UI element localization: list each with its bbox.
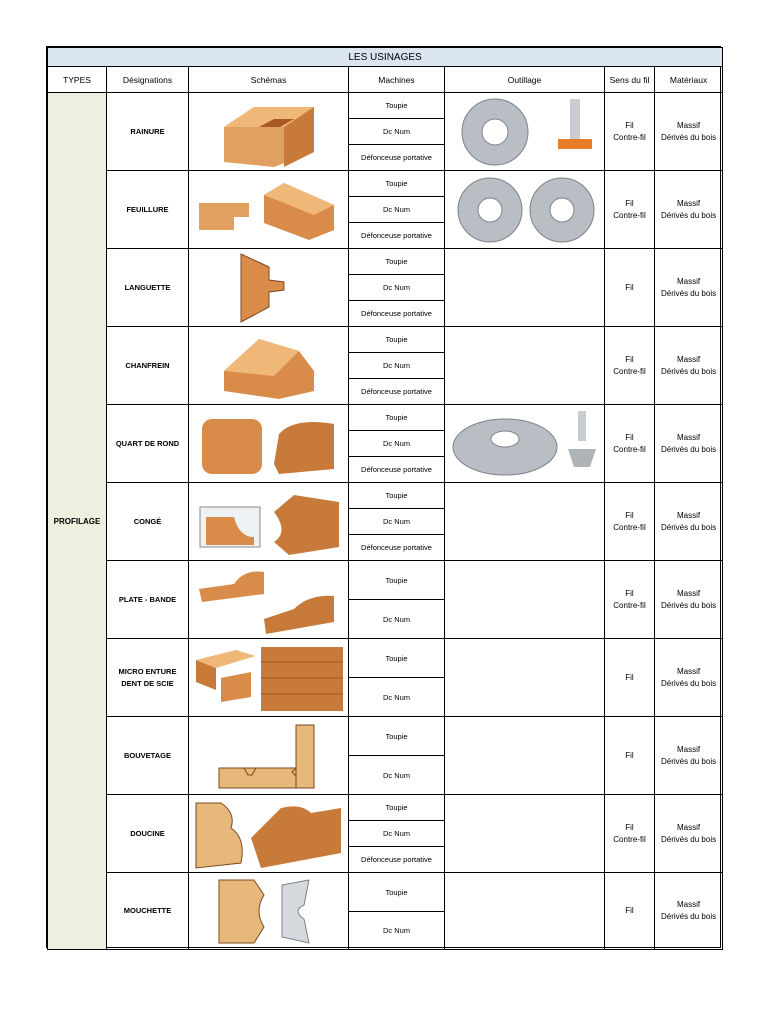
schema-plate-bande <box>189 561 349 639</box>
sens-fil: Fil <box>625 120 634 130</box>
bouvetage-wood-image <box>214 720 324 792</box>
sens-fil: Fil <box>625 354 634 364</box>
machine-dcnum: Dc Num <box>349 821 445 847</box>
sens-doucine <box>605 795 655 873</box>
machine-dcnum: Dc Num <box>349 275 445 301</box>
sens-fil: Fil <box>625 906 634 915</box>
schema-chanfrein <box>189 327 349 405</box>
materiau-derives: Dérivés du bois <box>660 288 717 298</box>
designation-micro-enture-line2: DENT DE SCIE <box>121 678 174 688</box>
feuillure-wood-image <box>194 175 344 245</box>
materiau-derives: Dérivés du bois <box>660 912 717 921</box>
sens-fil: Fil <box>625 282 634 292</box>
machine-toupie: Toupie <box>349 483 445 509</box>
materiau-massif: Massif <box>676 588 701 598</box>
materiau-derives: Dérivés du bois <box>660 756 717 766</box>
quart-de-rond-wood-image <box>194 409 344 479</box>
sens-contre-fil: Contre-fil <box>613 132 646 142</box>
sens-languette <box>605 249 655 327</box>
header-sens-du-fil: Sens du fil <box>605 67 655 93</box>
header-schemas: Schémas <box>189 67 349 93</box>
outillage-quart-de-rond <box>445 405 605 483</box>
machine-toupie: Toupie <box>349 405 445 431</box>
machine-dcnum: Dc Num <box>349 509 445 535</box>
cutter-heads-icon <box>450 175 600 245</box>
materiau-massif: Massif <box>676 666 701 676</box>
machine-dcnum: Dc Num <box>349 119 445 145</box>
materiaux-languette <box>655 249 723 327</box>
materiaux-bouvetage <box>655 717 723 795</box>
machine-dcnum: Dc Num <box>349 756 445 795</box>
outillage-plate-bande <box>445 561 605 639</box>
outillage-conge <box>445 483 605 561</box>
machine-defonceuse: Défonceuse portative <box>349 535 445 561</box>
sens-conge <box>605 483 655 561</box>
sens-contre-fil: Contre-fil <box>613 210 646 220</box>
materiaux-conge <box>655 483 723 561</box>
languette-wood-image <box>229 252 309 324</box>
chanfrein-wood-image <box>219 331 319 401</box>
machine-toupie: Toupie <box>349 327 445 353</box>
schema-bouvetage <box>189 717 349 795</box>
type-profilage: PROFILAGE <box>48 93 107 950</box>
usinages-table <box>46 46 721 948</box>
schema-mouchette <box>189 873 349 950</box>
materiau-massif: Massif <box>676 900 701 909</box>
schema-quart-de-rond <box>189 405 349 483</box>
materiau-derives: Dérivés du bois <box>660 132 717 142</box>
machine-dcnum: Dc Num <box>349 353 445 379</box>
machine-dcnum: Dc Num <box>349 431 445 457</box>
header-materiaux: Matériaux <box>655 67 723 93</box>
materiau-massif: Massif <box>676 744 701 754</box>
outillage-micro-enture <box>445 639 605 717</box>
materiau-massif: Massif <box>676 510 701 520</box>
plate-bande-wood-image <box>194 564 344 636</box>
header-designations: Désignations <box>107 67 189 93</box>
machine-dcnum: Dc Num <box>349 678 445 717</box>
outillage-doucine <box>445 795 605 873</box>
sens-rainure <box>605 93 655 171</box>
materiaux-rainure <box>655 93 723 171</box>
machine-defonceuse: Défonceuse portative <box>349 223 445 249</box>
machine-defonceuse: Défonceuse portative <box>349 379 445 405</box>
designation-bouvetage: BOUVETAGE <box>107 717 189 795</box>
machine-dcnum: Dc Num <box>349 600 445 639</box>
sens-fil: Fil <box>625 822 634 832</box>
sens-bouvetage <box>605 717 655 795</box>
designation-feuillure: FEUILLURE <box>107 171 189 249</box>
sens-chanfrein <box>605 327 655 405</box>
doucine-wood-image <box>191 798 346 870</box>
sens-fil: Fil <box>625 672 634 682</box>
materiaux-quart-de-rond <box>655 405 723 483</box>
machine-dcnum: Dc Num <box>349 912 445 950</box>
designation-rainure: RAINURE <box>107 93 189 171</box>
schema-languette <box>189 249 349 327</box>
designation-doucine: DOUCINE <box>107 795 189 873</box>
machine-defonceuse: Défonceuse portative <box>349 847 445 873</box>
materiau-massif: Massif <box>676 822 701 832</box>
materiau-derives: Dérivés du bois <box>660 522 717 532</box>
schema-conge <box>189 483 349 561</box>
designation-chanfrein: CHANFREIN <box>107 327 189 405</box>
machine-toupie: Toupie <box>349 93 445 119</box>
materiaux-doucine <box>655 795 723 873</box>
sens-fil: Fil <box>625 198 634 208</box>
materiau-massif: Massif <box>676 354 701 364</box>
materiau-derives: Dérivés du bois <box>660 600 717 610</box>
materiaux-plate-bande <box>655 561 723 639</box>
materiaux-mouchette <box>655 873 723 950</box>
designation-micro-enture <box>107 639 189 717</box>
materiau-derives: Dérivés du bois <box>660 210 717 220</box>
designation-mouchette: MOUCHETTE <box>107 873 189 950</box>
outillage-languette <box>445 249 605 327</box>
cutter-head-icon <box>450 97 600 167</box>
materiaux-feuillure <box>655 171 723 249</box>
machine-toupie: Toupie <box>349 639 445 678</box>
machine-toupie: Toupie <box>349 249 445 275</box>
sens-fil: Fil <box>625 588 634 598</box>
designation-plate-bande: PLATE - BANDE <box>107 561 189 639</box>
machine-toupie: Toupie <box>349 171 445 197</box>
header-outillage: Outillage <box>445 67 605 93</box>
conge-wood-image <box>194 487 344 557</box>
sens-quart-de-rond <box>605 405 655 483</box>
machine-toupie: Toupie <box>349 561 445 600</box>
outillage-chanfrein <box>445 327 605 405</box>
outillage-feuillure <box>445 171 605 249</box>
sens-micro-enture <box>605 639 655 717</box>
rainure-wood-image <box>214 97 324 167</box>
schema-feuillure <box>189 171 349 249</box>
sens-plate-bande <box>605 561 655 639</box>
sens-fil: Fil <box>625 432 634 442</box>
machine-defonceuse: Défonceuse portative <box>349 145 445 171</box>
sens-contre-fil: Contre-fil <box>613 834 646 844</box>
schema-micro-enture <box>189 639 349 717</box>
materiau-massif: Massif <box>676 432 701 442</box>
sens-fil: Fil <box>625 510 634 520</box>
schema-rainure <box>189 93 349 171</box>
machine-defonceuse: Défonceuse portative <box>349 301 445 327</box>
designation-languette: LANGUETTE <box>107 249 189 327</box>
machine-toupie: Toupie <box>349 795 445 821</box>
materiau-massif: Massif <box>676 276 701 286</box>
designation-conge: CONGÉ <box>107 483 189 561</box>
table-title: LES USINAGES <box>48 48 723 67</box>
header-types: TYPES <box>48 67 107 93</box>
outillage-bouvetage <box>445 717 605 795</box>
sens-contre-fil: Contre-fil <box>613 600 646 610</box>
sens-fil: Fil <box>625 750 634 760</box>
mouchette-wood-image <box>214 875 324 947</box>
machine-dcnum: Dc Num <box>349 197 445 223</box>
materiau-derives: Dérivés du bois <box>660 366 717 376</box>
header-machines: Machines <box>349 67 445 93</box>
sens-mouchette <box>605 873 655 950</box>
materiau-derives: Dérivés du bois <box>660 834 717 844</box>
materiau-massif: Massif <box>676 198 701 208</box>
sens-contre-fil: Contre-fil <box>613 366 646 376</box>
outillage-rainure <box>445 93 605 171</box>
machine-defonceuse: Défonceuse portative <box>349 457 445 483</box>
designation-quart-de-rond: QUART DE ROND <box>107 405 189 483</box>
materiau-derives: Dérivés du bois <box>660 444 717 454</box>
materiaux-chanfrein <box>655 327 723 405</box>
materiau-massif: Massif <box>676 120 701 130</box>
micro-enture-wood-image <box>191 642 346 714</box>
schema-doucine <box>189 795 349 873</box>
quart-de-rond-cutter-icon <box>450 409 600 479</box>
materiau-derives: Dérivés du bois <box>660 678 717 688</box>
outillage-mouchette <box>445 873 605 950</box>
designation-micro-enture-line1: MICRO ENTURE <box>118 666 177 676</box>
machine-toupie: Toupie <box>349 717 445 756</box>
sens-contre-fil: Contre-fil <box>613 444 646 454</box>
sens-feuillure <box>605 171 655 249</box>
sens-contre-fil: Contre-fil <box>613 522 646 532</box>
machine-toupie: Toupie <box>349 873 445 912</box>
materiaux-micro-enture <box>655 639 723 717</box>
